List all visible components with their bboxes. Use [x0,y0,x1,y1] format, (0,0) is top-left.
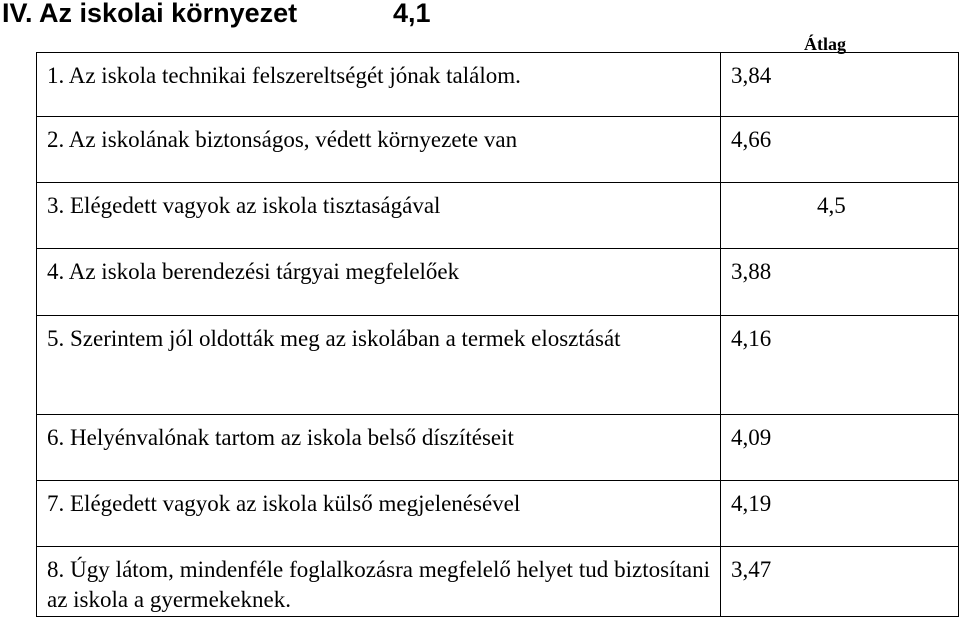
question-cell: 8. Úgy látom, mindenféle foglalkozásra megfelelő helyet tud biztosítani az iskola a gyermekeknek. [37,547,721,617]
question-cell: 7. Elégedett vagyok az iskola külső megjelenésével [37,481,721,547]
column-header-average: Átlag [804,34,846,54]
question-cell: 2. Az iskolának biztonságos, védett környezete van [37,117,721,183]
table-row [37,117,959,183]
average-value-cell: 4,66 [721,117,959,183]
average-value-cell: 3,47 [721,547,959,617]
section-title: IV. Az iskolai környezet [2,0,298,28]
table-row [37,249,959,316]
average-value-cell: 4,16 [721,316,959,415]
average-value-cell: 4,19 [721,481,959,547]
table-row [37,316,959,415]
table-row [37,547,959,617]
question-cell: 6. Helyénvalónak tartom az iskola belső díszítéseit [37,415,721,481]
survey-table [36,52,959,617]
average-value-cell: 3,88 [721,249,959,316]
table-row [37,415,959,481]
table-row [37,481,959,547]
question-cell: 5. Szerintem jól oldották meg az iskolában a termek elosztását [37,316,721,415]
table-row [37,53,959,117]
average-value-cell: 3,84 [721,53,959,117]
average-value-cell: 4,09 [721,415,959,481]
question-cell: 1. Az iskola technikai felszereltségét jónak találom. [37,53,721,117]
table-row [37,183,959,249]
question-cell: 3. Elégedett vagyok az iskola tisztaságával [37,183,721,249]
average-value-cell: 4,5 [721,183,959,249]
question-cell: 4. Az iskola berendezési tárgyai megfelelőek [37,249,721,316]
section-average: 4,1 [393,0,431,28]
